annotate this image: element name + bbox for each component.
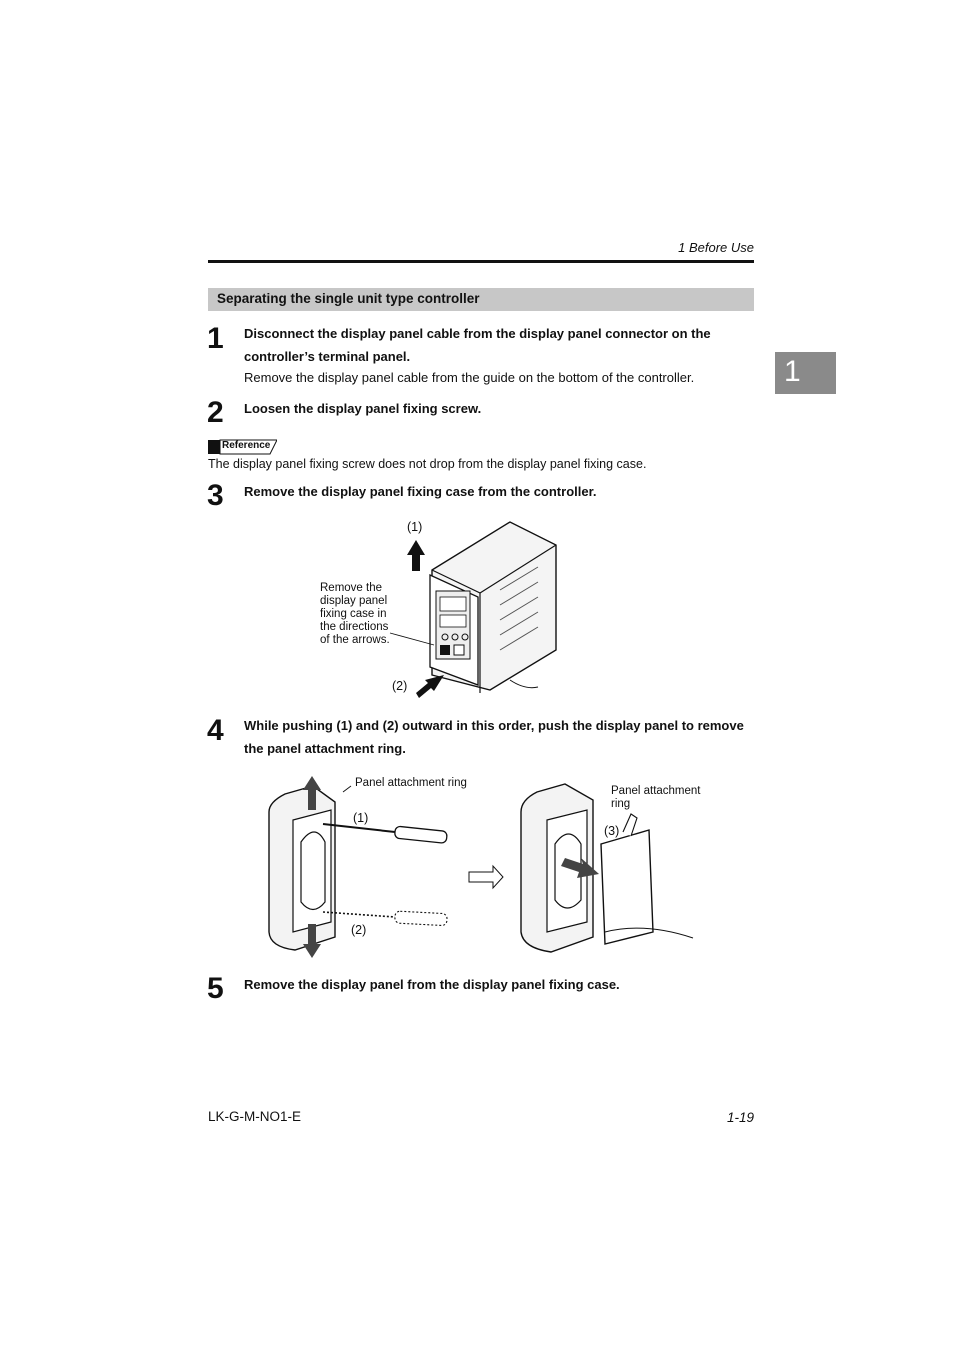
- step-number-5: 5: [207, 972, 224, 1005]
- figure2-label-3: (3): [604, 824, 620, 838]
- step-text-3: Remove the display panel fixing case from the controller.: [244, 484, 597, 499]
- figure2-label-2: (2): [351, 923, 367, 937]
- step-text-5: Remove the display panel from the display panel fixing case.: [244, 977, 620, 992]
- figure1-note: Remove the display panel fixing case in the directions of the arrows.: [320, 582, 390, 646]
- step-text-2: Loosen the display panel fixing screw.: [244, 401, 482, 416]
- reference-text: The display panel fixing screw does not drop from the display panel fixing case.: [208, 457, 647, 471]
- chapter-header: 1 Before Use: [678, 240, 754, 255]
- step-number-4: 4: [207, 714, 224, 747]
- figure-panel-removal: [265, 772, 705, 962]
- step-number-1: 1: [207, 322, 224, 355]
- step-number-2: 2: [207, 396, 224, 429]
- footer-page-number: 1-19: [726, 1110, 754, 1125]
- reference-label: Reference: [222, 440, 271, 451]
- step-text-1: Disconnect the display panel cable from the display panel connector on the controller’s terminal panel.: [244, 326, 711, 364]
- figure2-label-1: (1): [353, 811, 369, 825]
- header-rule: [208, 260, 754, 263]
- section-title: Separating the single unit type controller: [217, 291, 480, 306]
- reference-badge: [208, 439, 277, 455]
- chapter-tab-number: 1: [784, 355, 801, 388]
- figure-controller: [310, 515, 570, 705]
- figure1-label-2: (2): [392, 679, 408, 693]
- figure2-ring-label-left: Panel attachment ring: [355, 777, 467, 789]
- footer-doc-id: LK-G-M-NO1-E: [208, 1109, 302, 1124]
- step-sub-1: Remove the display panel cable from the guide on the bottom of the controller.: [244, 370, 695, 385]
- step-text-4: While pushing (1) and (2) outward in this order, push the display panel to remove the panel attachment ring.: [244, 718, 744, 756]
- figure1-label-1: (1): [407, 520, 423, 534]
- step-number-3: 3: [207, 479, 224, 512]
- figure2-ring-label-right: Panel attachment ring: [611, 785, 701, 810]
